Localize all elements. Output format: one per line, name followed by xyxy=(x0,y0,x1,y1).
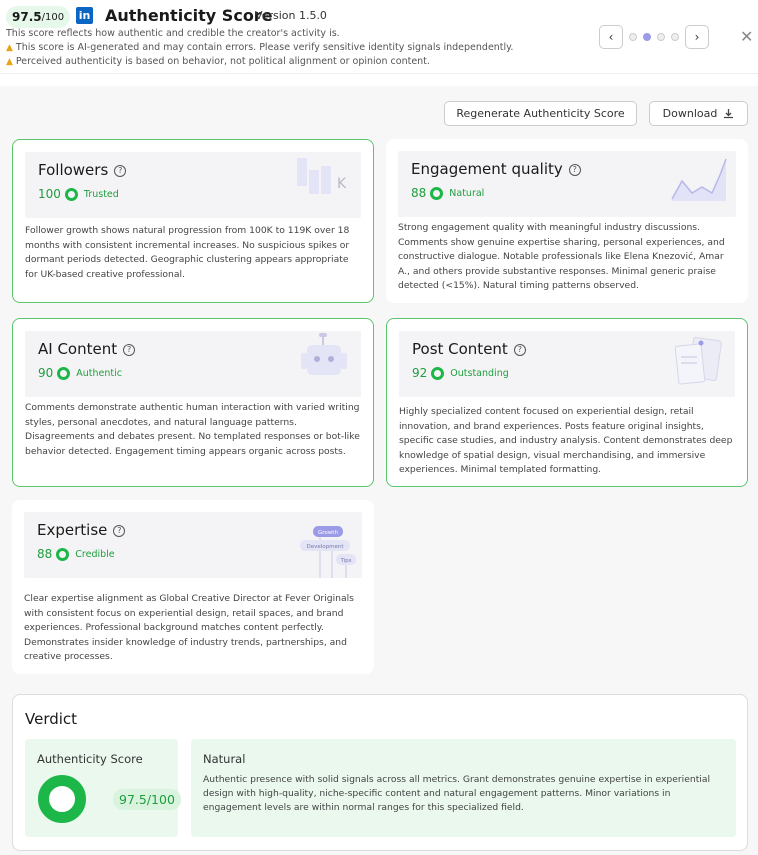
chevron-left-icon: ‹ xyxy=(608,30,614,44)
card-score xyxy=(37,547,115,561)
page-title: Authenticity Score xyxy=(105,6,273,25)
followers-chart-icon xyxy=(295,156,361,196)
card-score xyxy=(38,187,119,201)
verdict-score-title: Authenticity Score xyxy=(37,752,143,766)
regenerate-button[interactable] xyxy=(444,101,637,126)
download-button[interactable] xyxy=(649,101,748,126)
tag-development: Development xyxy=(306,544,344,550)
card-title xyxy=(412,340,526,358)
header-score-pill xyxy=(6,6,70,28)
card-title-text: Followers xyxy=(38,161,109,179)
perception-warning xyxy=(6,56,430,67)
score-label: Trusted xyxy=(83,188,119,200)
tag-growth: Growth xyxy=(318,530,338,536)
verdict-score-ring-icon xyxy=(38,775,86,823)
score-ring-icon xyxy=(430,187,443,200)
card-description: Highly specialized content focused on experiential design, retail innovation, and brand experiences. Posts feature original insights, specific case studies, and industry analysis. Content demonstrates deep knowledge of spatial design, visual merchandising, and immersive experiences. Minimal templated formatting. xyxy=(399,406,733,475)
score-description-text: This score reflects how authentic and credible the creator's activity is. xyxy=(6,28,340,39)
posts-icon xyxy=(671,335,731,391)
help-icon[interactable]: ? xyxy=(123,344,135,356)
score-label: Outstanding xyxy=(450,367,509,379)
chevron-right-icon: › xyxy=(694,30,700,44)
help-icon[interactable]: ? xyxy=(569,164,581,176)
verdict-description: Authentic presence with solid signals across all metrics. Grant demonstrates genuine expertise in experiential design with high-quality, niche-specific content and natural engagement patterns. Minor variations in engagement levels are within normal ranges for this specialized field. xyxy=(203,774,711,813)
tag-tips: Tips xyxy=(340,558,352,564)
version-label: Version 1.5.0 xyxy=(255,9,327,22)
card-description: Strong engagement quality with meaningful industry discussions. Comments show genuine expertise sharing, personal experiences, and constructive dialogue. Notable professionals like Elena Knezović, Amar A., and others provide substantive responses. Minimal generic praise detected (<15%). Natural timing patterns observed. xyxy=(398,222,725,291)
card-title xyxy=(37,521,125,539)
card-title-text: AI Content xyxy=(38,340,118,358)
card-header xyxy=(25,331,361,397)
header-score: 97.5 xyxy=(12,10,42,24)
pager-dot[interactable] xyxy=(629,33,637,41)
score-value: 88 xyxy=(37,547,53,561)
ai-warning xyxy=(6,42,513,53)
card-header xyxy=(25,152,361,218)
verdict-summary-box xyxy=(191,739,736,837)
score-ring-icon xyxy=(56,548,69,561)
perception-warning-text: Perceived authenticity is based on behavior, not political alignment or opinion content. xyxy=(15,56,430,67)
expertise-tags-icon xyxy=(296,522,362,578)
score-ring-icon xyxy=(57,367,70,380)
card-title xyxy=(38,161,126,179)
linkedin-icon: in xyxy=(76,7,93,24)
score-value: 90 xyxy=(38,366,54,380)
warning-icon: ▲ xyxy=(6,57,13,67)
prev-button[interactable] xyxy=(599,25,623,49)
regenerate-label: Regenerate Authenticity Score xyxy=(456,107,625,120)
score-value: 92 xyxy=(412,366,428,380)
score-ring-icon xyxy=(65,188,78,201)
card-title-text: Engagement quality xyxy=(411,160,563,178)
close-icon[interactable]: ✕ xyxy=(740,27,754,46)
card-score xyxy=(38,366,122,380)
pager-dot-active[interactable] xyxy=(643,33,651,41)
help-icon[interactable]: ? xyxy=(514,344,526,356)
score-ring-icon xyxy=(431,367,444,380)
card-expertise xyxy=(12,500,374,674)
header xyxy=(0,0,758,74)
k-icon-text: K xyxy=(337,176,347,192)
card-title xyxy=(411,160,581,178)
score-value: 100 xyxy=(38,187,61,201)
card-description: Comments demonstrate authentic human interaction with varied writing styles, personal anecdotes, and natural language patterns. Disagreements and debates present. No templated responses or bot-like behavior detected. Engagement timing appears organic across posts. xyxy=(25,402,360,457)
card-title xyxy=(38,340,135,358)
card-header xyxy=(399,331,735,397)
warning-icon: ▲ xyxy=(6,43,13,53)
header-score-suffix: /100 xyxy=(41,11,65,23)
score-label: Credible xyxy=(75,548,115,560)
engagement-chart-icon xyxy=(668,155,728,203)
help-icon[interactable]: ? xyxy=(114,165,126,177)
score-label: Authentic xyxy=(76,367,122,379)
card-description: Clear expertise alignment as Global Creative Director at Fever Originals with consistent focus on experiential design, retail spaces, and brand experiences. Professional background matches content perfectly. Demonstrates insider knowledge of industry trends, partnerships, and creative processes. xyxy=(24,593,354,662)
pager-dot[interactable] xyxy=(657,33,665,41)
verdict-title: Verdict xyxy=(25,710,78,728)
card-title-text: Expertise xyxy=(37,521,108,539)
verdict-score-value: 97.5/100 xyxy=(113,789,181,810)
robot-icon xyxy=(295,333,355,383)
card-score xyxy=(411,186,484,200)
pager-dot[interactable] xyxy=(671,33,679,41)
verdict-panel xyxy=(12,694,748,851)
verdict-label: Natural xyxy=(203,752,246,766)
score-label: Natural xyxy=(449,187,485,199)
card-header xyxy=(398,151,736,217)
card-description: Follower growth shows natural progression from 100K to 119K over 18 months with consistent incremental increases. No suspicious spikes or dormant periods detected. Geographic clustering appears appropriate for UK-based creative professional. xyxy=(25,225,350,280)
score-value: 88 xyxy=(411,186,427,200)
download-label: Download xyxy=(662,107,718,120)
card-ai-content xyxy=(12,318,374,487)
card-score xyxy=(412,366,509,380)
card-header xyxy=(24,512,362,578)
help-icon[interactable]: ? xyxy=(113,525,125,537)
card-followers xyxy=(12,139,374,303)
verdict-score-box xyxy=(25,739,178,837)
card-post-content xyxy=(386,318,748,487)
next-button[interactable] xyxy=(685,25,709,49)
score-description xyxy=(6,28,340,39)
card-engagement-quality xyxy=(386,139,748,303)
ai-warning-text: This score is AI-generated and may contain errors. Please verify sensitive identity signals independently. xyxy=(15,42,514,53)
card-title-text: Post Content xyxy=(412,340,508,358)
download-icon xyxy=(723,108,734,119)
